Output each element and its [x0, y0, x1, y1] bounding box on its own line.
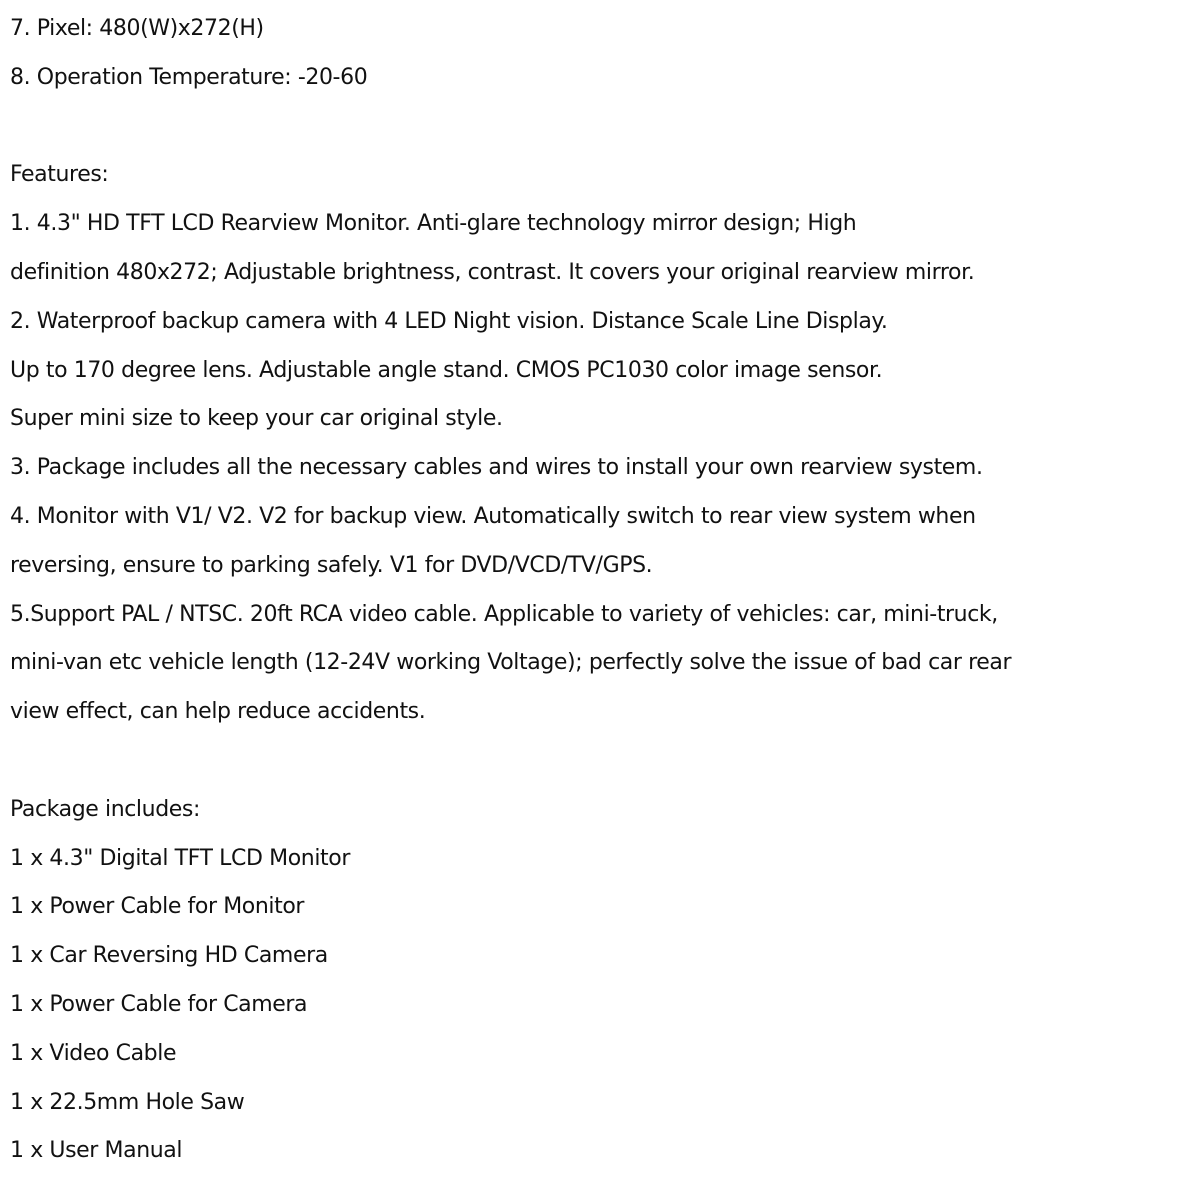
package-heading: Package includes:	[10, 796, 200, 822]
package-item: 1 x 22.5mm Hole Saw	[10, 1089, 245, 1115]
feature-line: 2. Waterproof backup camera with 4 LED Night vision. Distance Scale Line Display.	[10, 308, 888, 334]
package-item: 1 x Car Reversing HD Camera	[10, 943, 328, 969]
spec-list	[10, 5, 1190, 103]
feature-line: reversing, ensure to parking safely. V1 for DVD/VCD/TV/GPS.	[10, 552, 653, 578]
spacer	[10, 737, 1190, 786]
feature-line: 3. Package includes all the necessary cables and wires to install your own rearview system.	[10, 455, 983, 481]
package-item: 1 x Power Cable for Monitor	[10, 894, 305, 920]
feature-line: 4. Monitor with V1/ V2. V2 for backup view. Automatically switch to rear view system when	[10, 503, 976, 529]
spec-line: 8. Operation Temperature: -20-60	[10, 64, 368, 90]
package-section	[10, 786, 1190, 1176]
spec-line: 7. Pixel: 480(W)x272(H)	[10, 16, 264, 41]
feature-line: 5.Support PAL / NTSC. 20ft RCA video cable. Applicable to variety of vehicles: car, mini-truck,	[10, 601, 998, 627]
feature-line: view effect, can help reduce accidents.	[10, 699, 426, 725]
product-description	[10, 5, 1190, 1176]
package-item: 1 x Video Cable	[10, 1040, 177, 1066]
features-section	[10, 151, 1190, 737]
package-item: 1 x User Manual	[10, 1138, 183, 1164]
features-heading: Features:	[10, 162, 109, 188]
package-item: 1 x 4.3" Digital TFT LCD Monitor	[10, 845, 350, 871]
feature-line: Up to 170 degree lens. Adjustable angle stand. CMOS PC1030 color image sensor.	[10, 357, 883, 383]
feature-line: 1. 4.3" HD TFT LCD Rearview Monitor. Anti-glare technology mirror design; High	[10, 211, 857, 237]
spacer	[10, 103, 1190, 152]
package-item: 1 x Power Cable for Camera	[10, 991, 308, 1017]
feature-line: Super mini size to keep your car original style.	[10, 406, 503, 432]
feature-line: mini-van etc vehicle length (12-24V working Voltage); perfectly solve the issue of bad car rear	[10, 650, 1012, 676]
feature-line: definition 480x272; Adjustable brightness, contrast. It covers your original rearview mirror.	[10, 259, 975, 285]
